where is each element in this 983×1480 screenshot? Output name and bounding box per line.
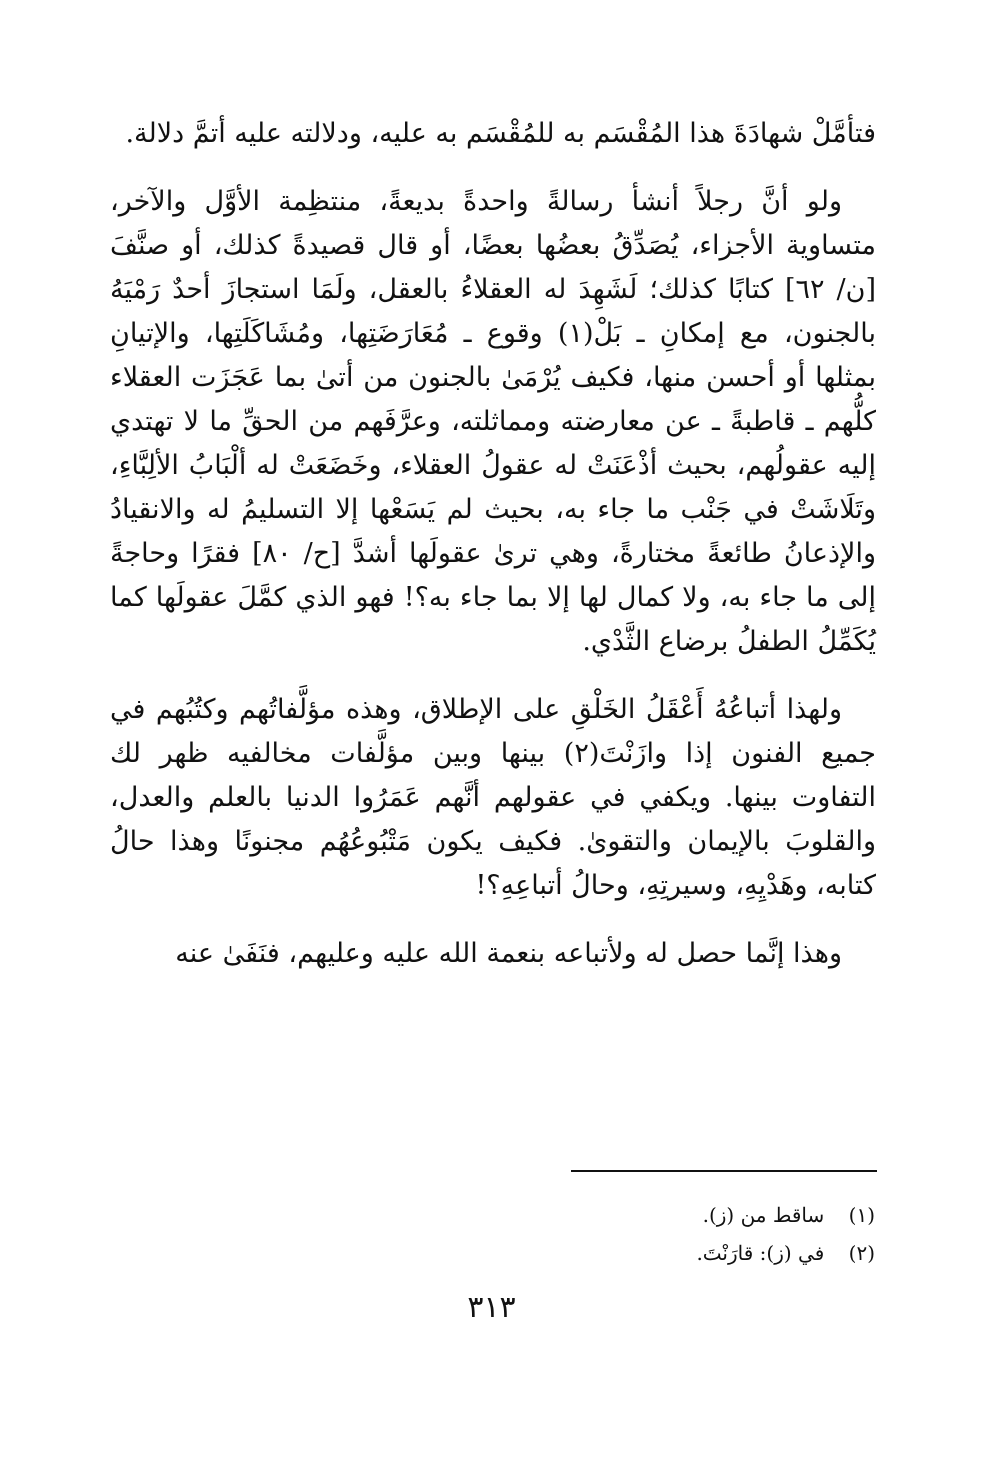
footnote-text: في (ز): قارَنْتَ.: [696, 1241, 825, 1265]
footnote-1: [375, 1196, 875, 1234]
paragraph-2: ولو أنَّ رجلاً أنشأ رسالةً واحدةً بديعةً، منتظِمة الأوَّل والآخر، متساوية الأجزاء، يُصَدِّقُ بعضُها بعضًا، أو قال قصيدةً كذلك، أو صنَّفَ [ن/ ٦٢] كتابًا كذلك؛ لَشَهِدَ له العقلاءُ بالعقل، ولَمَا استجازَ أحدٌ رَمْيَهُ بالجنون، مع إمكانِ ـ بَلْ(١) وقوع ـ مُعَارَضَتِها، ومُشَاكَلَتِها، والإتيانِ بمثلها أو أحسن منها، فكيف يُرْمَىٰ بالجنون من أتىٰ بما عَجَزَت العقلاء كلُّهم ـ قاطبةً ـ عن معارضته ومماثلته، وعرَّفَهم من الحقِّ ما لا تهتدي إليه عقولُهم، بحيث أذْعَنَتْ له عقولُ العقلاء، وخَضَعَتْ له ألْبَابُ الألِبَّاءِ، وتَلَاشَتْ في جَنْب ما جاء به، بحيث لم يَسَعْها إلا التسليمُ له والانقيادُ والإذعانُ طائعةً مختارةً، وهي ترىٰ عقولَها أشدَّ [ح/ ٨٠] فقرًا وحاجةً إلى ما جاء به، ولا كمال لها إلا بما جاء به؟! فهو الذي كمَّلَ عقولَها كما يُكَمِّلُ الطفلُ برضاع الثَّدْي.: [110, 186, 877, 657]
paragraph-4: وهذا إنَّما حصل له ولأتباعه بنعمة الله عليه وعليهم، فنَفَىٰ عنه: [175, 938, 842, 969]
main-text: [110, 112, 876, 1000]
paragraph-3: ولهذا أتباعُهُ أَعْقَلُ الخَلْقِ على الإطلاق، وهذه مؤلَّفاتُهم وكتُبُهم في جميع الفنون إذا وازَنْتَ(٢) بينها وبين مؤلَّفات مخالفيه ظهر لك التفاوت بينها. ويكفي في عقولهم أنَّهم عَمَرُوا الدنيا بالعلم والعدل، والقلوبَ بالإيمان والتقوىٰ. فكيف يكون مَتْبُوعُهُم مجنونًا وهذا حالُ كتابه، وهَدْيِهِ، وسيرتِهِ، وحالُ أتباعِهِ؟!: [110, 694, 876, 901]
footnotes: [375, 1196, 875, 1272]
footnote-number: (٢): [848, 1241, 875, 1265]
footnote-separator: [571, 1170, 877, 1172]
footnote-text: ساقط من (ز).: [702, 1203, 825, 1227]
page-number: ٣١٣: [467, 1290, 516, 1325]
paragraph-1: فتأمَّلْ شهادَةَ هذا المُقْسَم به للمُقْسَم به عليه، ودلالته عليه أتمَّ دلالة.: [125, 118, 876, 149]
footnote-2: [375, 1234, 875, 1272]
footnote-number: (١): [848, 1203, 875, 1227]
